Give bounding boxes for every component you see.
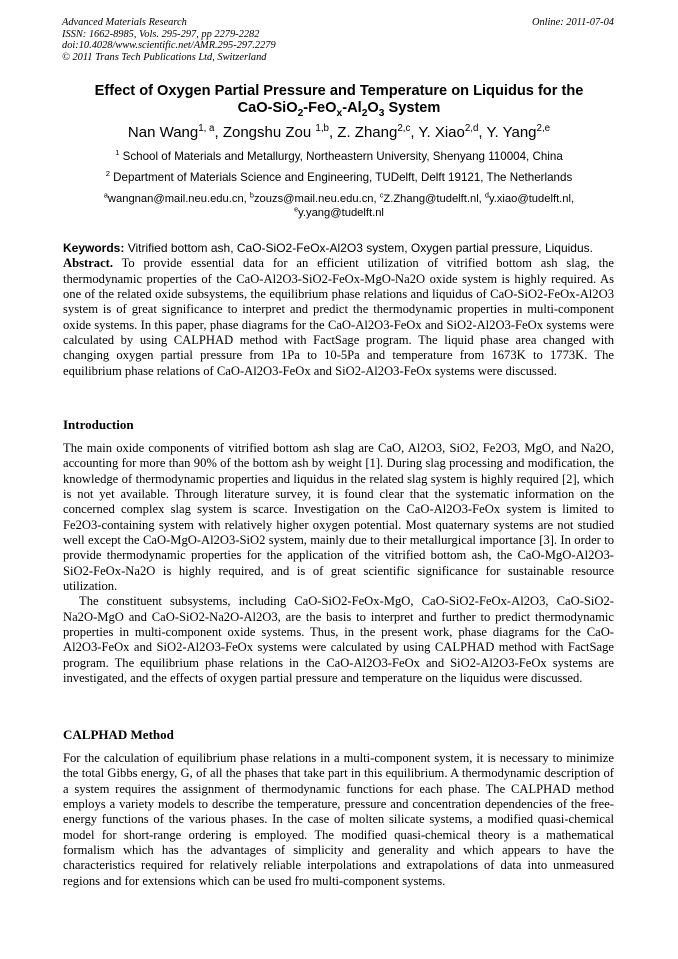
calphad-body — [63, 751, 614, 889]
online-date: Online: 2011-07-04 — [531, 17, 614, 28]
doi-line: doi:10.4028/www.scientific.net/AMR.295-297.2279 — [62, 40, 276, 52]
journal-name: Advanced Materials Research — [62, 17, 187, 28]
author-emails: $^a$wangnan@mail.neu.edu.cn, $^b$zouzs@mail.neu.edu.cn, $^c$Z.Zhang@tudelft.nl, $^d$y.xiao@tudelft.nl, $^e$y.yang@tudelft.nl — [103, 190, 575, 219]
affiliation-2: $^2$ Department of Materials Science and Engineering, TUDelft, Delft 19121, The Netherlands — [105, 169, 573, 184]
introduction-paragraph-1: The main oxide components of vitrified bottom ash slag are CaO, Al2O3, SiO2, Fe2O3, MgO, and Na2O, accounting for more than 90% of the bottom ash by weight [1]. During slag processing and modification, the knowledge of thermodynamic properties and liquidus in the related slag system is highly required [2], which is not yet available. Through literature survey, it is found clear that the systematic information on the concerned complex slag system is scarce. Investigation on the CaO-Al2O3-FeOx system is limited to Fe2O3-containing system with relatively higher oxygen potential. Most quaternary systems are not studied well except the CaO-MgO-Al2O3-SiO2 system, mainly due to their metallurgical importance [3]. In order to provide thermodynamic properties for the application of the vitrified bottom ash, the CaO-MgO-Al2O3-SiO2-FeOx-Na2O is highly required, and is of great scientific significance for sustainable resource utilization. — [63, 441, 614, 594]
calphad-heading: CALPHAD Method — [63, 727, 174, 742]
calphad-paragraph-1: For the calculation of equilibrium phase relations in a multi-component system, it is necessary to minimize the total Gibbs energy, G, of all the phases that take part in this equilibrium. A thermodynamic description of a system requires the assignment of thermodynamic functions for each phase. The CALPHAD method employs a variety models to describe the temperature, pressure and concentration dependencies of the free-energy functions of the various phases. In the case of molten silicate systems, a modified quasi-chemical model for short-range ordering is employed. The modified quasi-chemical theory is a mathematical formalism which has the advantages of simplicity and generality and which appears to have the characteristics required for relatively reliable interpolations and extrapolations of data into unmeasured regions and for extensions which can be used fro multi-component systems. — [63, 751, 614, 888]
paper-title-line-1: Effect of Oxygen Partial Pressure and Temperature on Liquidus for the — [94, 83, 584, 99]
paper-title-line-2: CaO-$SiO_2-FeO_x-Al_2O_3$ System — [237, 100, 441, 119]
copyright-line: © 2011 Trans Tech Publications Ltd, Switzerland — [62, 51, 267, 63]
author-list: Nan Wang$^{1, a}$, Zongshu Zou $^{1,b}$, Z. Zhang$^{2,c}$, Y. Xiao$^{2,d}$, Y. Yang$^{2,e}$ — [127, 123, 551, 141]
introduction-heading: Introduction — [63, 417, 134, 432]
keywords-paragraph: Keywords: Vitrified bottom ash, CaO-SiO2-FeOx-Al2O3 system, Oxygen partial pressure, Liquidus. — [63, 241, 593, 255]
issn-line: ISSN: 1662-8985, Vols. 295-297, pp 2279-2282 — [62, 28, 260, 40]
introduction-paragraph-2: The constituent subsystems, including CaO-SiO2-FeOx-MgO, CaO-SiO2-FeOx-Al2O3, CaO-SiO2-Na2O-MgO and CaO-SiO2-Na2O-Al2O3, are the basis to interpret and further to predict thermodynamic properties in multi-component oxide systems. Thus, in the present work, phase diagrams for the CaO-Al2O3-FeOx and SiO2-Al2O3-FeOx systems were calculated by using CALPHAD method with FactSage program. The equilibrium phase relations in the CaO-Al2O3-FeOx and SiO2-Al2O3-FeOx systems are investigated, and the effects of oxygen partial pressure and temperature on the liquidus were discussed. — [63, 594, 614, 686]
keywords-abstract — [63, 241, 614, 379]
affiliation-1: $^1$ School of Materials and Metallurgy, Northeastern University, Shenyang 110004, China — [115, 148, 563, 163]
abstract-paragraph: Abstract. To provide essential data for an efficient utilization of vitrified bottom ash slag, the thermodynamic properties of the CaO-Al2O3-SiO2-FeOx-MgO-Na2O oxide system is highly required. As one of the related oxide subsystems, the equilibrium phase relations and liquidus of CaO-SiO2-FeOx-Al2O3 system is of great significance to interpret and predict the thermodynamic properties in multi-component oxide systems. In this paper, phase diagrams for the CaO-Al2O3-FeOx and SiO2-Al2O3-FeOx systems were calculated by using CALPHAD method with FactSage program. The liquid phase area changed with changing oxygen partial pressure from 1Pa to 10-5Pa and temperature from 1673K to 1773K. The equilibrium phase relations of CaO-Al2O3-FeOx and SiO2-Al2O3-FeOx systems were discussed. — [63, 256, 614, 378]
introduction-body — [63, 441, 614, 687]
